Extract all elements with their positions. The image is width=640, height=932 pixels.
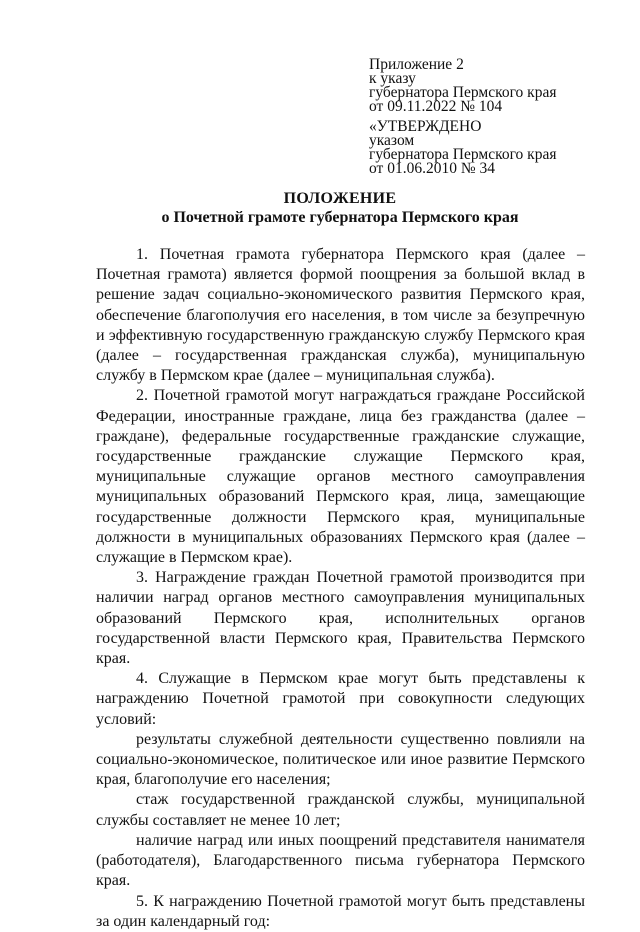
document-title: ПОЛОЖЕНИЕ bbox=[283, 190, 397, 207]
appendix-number: Приложение 2 bbox=[369, 56, 464, 73]
paragraph-2: 2. Почетной грамотой могут награждаться граждане Российской Федерации, иностранные граждане, лица без гражданства (далее – граждане), федеральные государственные гражданские служащие, государственные гражданские служащие Пермского края, муниципальные служащие органов местного самоуправления муниципальных образований Пермского края, лица, замещающие государственные должности Пермского края, муниципальные должности в муниципальных образованиях Пермского края (далее – служащие в Пермском крае). bbox=[96, 387, 585, 567]
paragraph-5: 5. К награждению Почетной грамотой могут быть представлены за один календарный год: bbox=[96, 892, 585, 930]
approval-issuer: губернатора Пермского края bbox=[369, 146, 557, 163]
approval-by-decree: указом bbox=[369, 132, 415, 149]
condition-seniority: стаж государственной гражданской службы, муниципальной службы составляет не менее 10 лет; bbox=[96, 791, 585, 829]
condition-results: результаты служебной деятельности существенно повлияли на социально-экономическое, политическое или иное развитие Пермского края, благополучие его населения; bbox=[96, 730, 585, 789]
paragraph-4: 4. Служащие в Пермском крае могут быть представлены к награждению Почетной грамотой при совокупности следующих условий: bbox=[96, 670, 585, 728]
appendix-issuer: губернатора Пермского края bbox=[369, 84, 557, 101]
document-body bbox=[96, 245, 585, 932]
appendix-to-decree: к указу bbox=[369, 70, 416, 87]
approval-mark: «УТВЕРЖДЕНО bbox=[369, 118, 482, 135]
paragraph-3: 3. Награждение граждан Почетной грамотой производится при наличии наград органов местного самоуправления муниципальных образований Пермского края, исполнительных органов государственной власти Пермского края, Правительства Пермского края. bbox=[96, 569, 585, 668]
appendix-block bbox=[369, 58, 609, 114]
appendix-date-number: от 09.11.2022 № 104 bbox=[369, 98, 503, 115]
approval-block bbox=[369, 120, 609, 176]
document-subtitle: о Почетной грамоте губернатора Пермского края bbox=[161, 209, 519, 226]
approval-date-number: от 01.06.2010 № 34 bbox=[369, 160, 495, 177]
paragraph-1: 1. Почетная грамота губернатора Пермского края (далее – Почетная грамота) является формой поощрения за большой вклад в решение задач социально-экономического развития Пермского края, обеспечение благополучия его населения, в том числе за безупречную и эффективную государственную гражданскую службу Пермского края (далее – государственная гражданская служба), муниципальную службу в Пермском крае (далее – муниципальная служба). bbox=[96, 246, 585, 385]
condition-awards: наличие наград или иных поощрений представителя нанимателя (работодателя), Благодарственного письма губернатора Пермского края. bbox=[96, 831, 585, 890]
